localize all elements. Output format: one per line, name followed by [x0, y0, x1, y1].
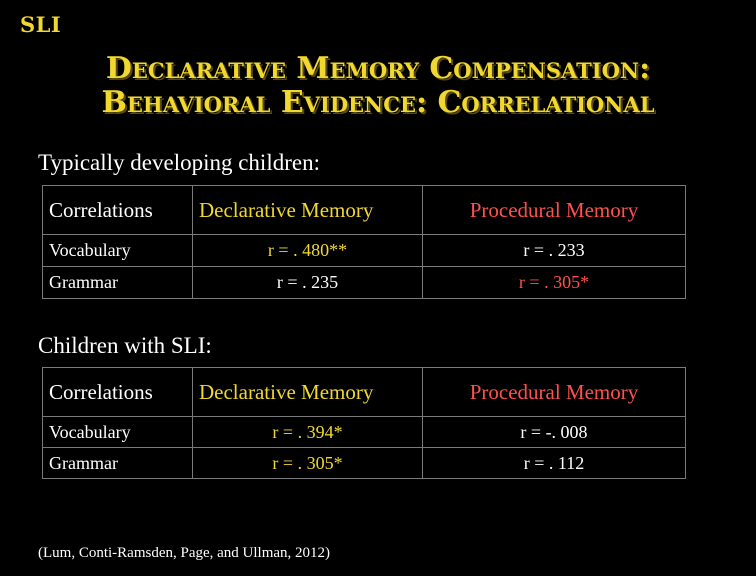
header-correlations: Correlations: [43, 368, 193, 417]
table-header-row: [43, 368, 686, 417]
slide-title-line-2: Behavioral Evidence: Correlational: [101, 85, 655, 120]
td-section-label: Typically developing children:: [38, 150, 320, 175]
table-row: [43, 235, 686, 267]
row-label-grammar: Grammar: [43, 448, 193, 479]
header-declarative-memory: Declarative Memory: [193, 186, 423, 235]
sli-section-label: Children with SLI:: [38, 333, 212, 358]
table-row: [43, 448, 686, 479]
cell-procedural: r = . 233: [423, 235, 686, 267]
row-label-vocabulary: Vocabulary: [43, 417, 193, 448]
table-row: [43, 417, 686, 448]
header-procedural-memory: Procedural Memory: [423, 368, 686, 417]
cell-declarative: r = . 305*: [193, 448, 423, 479]
header-procedural-memory: Procedural Memory: [423, 186, 686, 235]
table-row: [43, 267, 686, 299]
row-label-vocabulary: Vocabulary: [43, 235, 193, 267]
header-tag: SLI: [20, 12, 62, 37]
header-declarative-memory: Declarative Memory: [193, 368, 423, 417]
table-header-row: [43, 186, 686, 235]
slide-title: [0, 52, 756, 120]
td-correlation-table: [42, 185, 686, 299]
row-label-grammar: Grammar: [43, 267, 193, 299]
cell-procedural: r = -. 008: [423, 417, 686, 448]
citation: (Lum, Conti-Ramsden, Page, and Ullman, 2012): [38, 545, 331, 561]
cell-procedural: r = . 305*: [423, 267, 686, 299]
header-correlations: Correlations: [43, 186, 193, 235]
cell-declarative: r = . 235: [193, 267, 423, 299]
cell-declarative: r = . 394*: [193, 417, 423, 448]
sli-correlation-table: [42, 367, 686, 479]
slide-title-line-1: Declarative Memory Compensation:: [105, 51, 651, 86]
cell-procedural: r = . 112: [423, 448, 686, 479]
cell-declarative: r = . 480**: [193, 235, 423, 267]
